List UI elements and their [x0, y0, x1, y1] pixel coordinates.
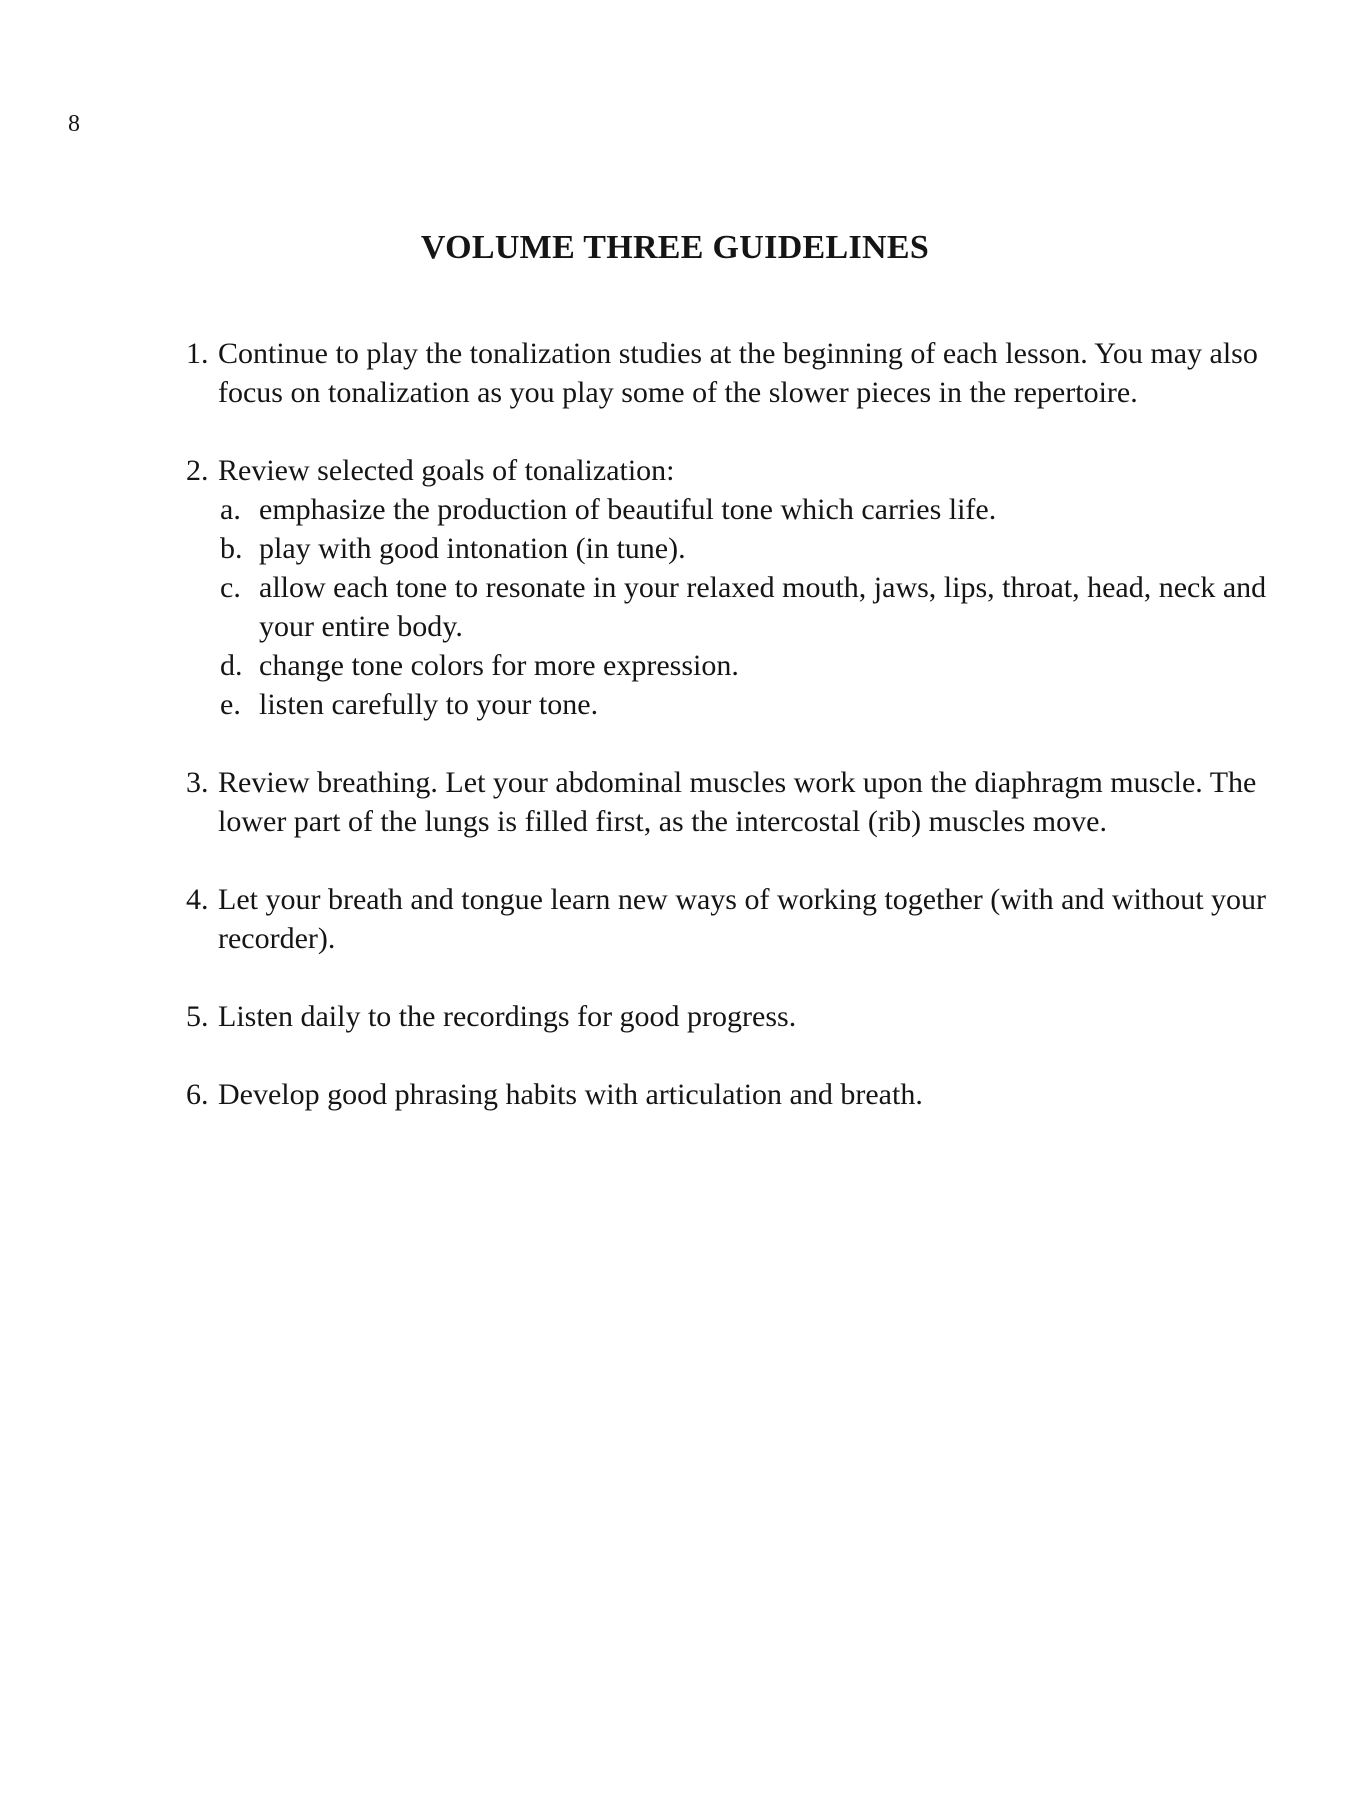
goal-text: allow each tone to resonate in your relaxed mouth, jaws, lips, throat, head, neck and your entire body. — [259, 571, 1267, 643]
guideline-number: 5. — [186, 1000, 209, 1033]
goal-letter: b. — [220, 532, 243, 565]
guideline-number: 4. — [186, 883, 209, 916]
goal-item — [218, 685, 1276, 724]
guideline-number: 3. — [186, 766, 209, 799]
tonalization-goals-list — [218, 490, 1276, 724]
goal-item — [218, 646, 1276, 685]
guideline-text: Let your breath and tongue learn new ways of working together (with and without your recorder). — [218, 883, 1267, 955]
goal-item — [218, 568, 1276, 646]
guideline-item — [186, 997, 1276, 1036]
guideline-number: 2. — [186, 454, 209, 487]
goal-text: listen carefully to your tone. — [259, 688, 599, 721]
page-number: 8 — [68, 111, 80, 137]
guideline-text: Review breathing. Let your abdominal muscles work upon the diaphragm muscle. The lower part of the lungs is filled first, as the intercostal (rib) muscles move. — [218, 766, 1257, 838]
page-title: VOLUME THREE GUIDELINES — [420, 229, 930, 266]
goal-letter: d. — [220, 649, 243, 682]
guideline-item — [186, 763, 1276, 841]
goal-text: change tone colors for more expression. — [259, 649, 739, 682]
guideline-item — [186, 1075, 1276, 1114]
guideline-number: 6. — [186, 1078, 209, 1111]
goal-item — [218, 529, 1276, 568]
guideline-text: Listen daily to the recordings for good progress. — [218, 1000, 797, 1033]
guideline-number: 1. — [186, 337, 209, 370]
guideline-text: Review selected goals of tonalization: — [218, 454, 675, 487]
guideline-item — [186, 880, 1276, 958]
goal-letter: e. — [220, 688, 241, 721]
goal-text: play with good intonation (in tune). — [259, 532, 686, 565]
goal-text: emphasize the production of beautiful tone which carries life. — [259, 493, 997, 526]
goal-letter: a. — [220, 493, 241, 526]
goal-item — [218, 490, 1276, 529]
guideline-text: Develop good phrasing habits with articulation and breath. — [218, 1078, 923, 1111]
guideline-text: Continue to play the tonalization studies at the beginning of each lesson. You may also focus on tonalization as you play some of the slower pieces in the repertoire. — [218, 337, 1258, 409]
guidelines-list — [186, 334, 1276, 1153]
guideline-item — [186, 451, 1276, 724]
goal-letter: c. — [220, 571, 241, 604]
guideline-item — [186, 334, 1276, 412]
